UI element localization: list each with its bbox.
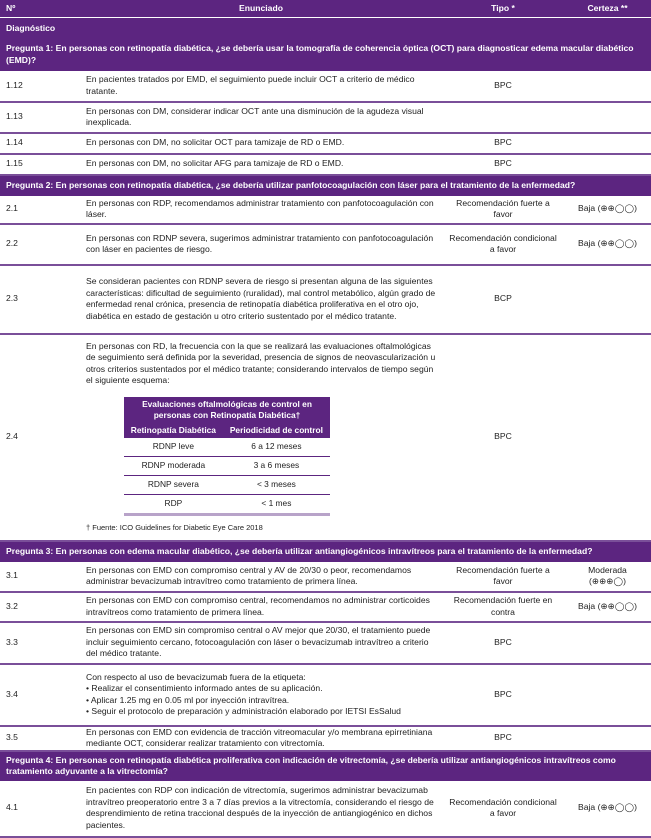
header-no: Nº xyxy=(0,0,80,18)
subtable-interval: 3 a 6 meses xyxy=(223,456,330,475)
subtable-title: Evaluaciones oftalmológicas de control en personas con Retinopatía Diabética† xyxy=(124,397,330,423)
bullet-item: • Seguir el protocolo de preparación y administración elaborado por IETSI EsSalud xyxy=(86,706,401,716)
row-statement: En personas con RDNP severa, sugerimos administrar tratamiento con panfotocoagulación con láser en pacientes de riesgo. xyxy=(80,224,442,265)
subtable-col2: Periodicidad de control xyxy=(223,423,330,438)
row-number: 1.13 xyxy=(0,102,80,133)
row-certainty xyxy=(564,622,651,664)
row-certainty: Baja (⊕⊕◯◯) xyxy=(564,196,651,224)
subtable-stage: RDP xyxy=(124,494,223,514)
row-statement: En personas con EMD con compromiso central y AV de 20/30 o peor, recomendamos administrar bevacizumab intravítreo como tratamiento de primera línea. xyxy=(80,562,442,592)
table-row xyxy=(0,622,651,664)
table-row xyxy=(0,781,651,837)
row-certainty xyxy=(564,133,651,154)
subtable-col1: Retinopatía Diabética xyxy=(124,423,223,438)
table-row xyxy=(0,102,651,133)
row-certainty xyxy=(564,265,651,334)
row-type xyxy=(442,102,564,133)
table-row xyxy=(0,71,651,102)
row-statement: Se consideran pacientes con RDNP severa de riesgo si presentan alguna de las siguientes características: dificultad de seguimiento (ruralidad), mal control metabólico, algún grado de enfermedad renal crónica, presencia de retinopatía diabética proliferativa en el otro ojo, diabética en estado de gestación u otro criterio sustentado por el médico tratante. xyxy=(80,265,442,334)
row-type: Recomendación fuerte en contra xyxy=(442,592,564,622)
header-tipo: Tipo * xyxy=(442,0,564,18)
subtable-interval: < 3 meses xyxy=(223,475,330,494)
table-row xyxy=(0,592,651,622)
row-number: 4.1 xyxy=(0,781,80,837)
row-number: 3.4 xyxy=(0,664,80,726)
table-row xyxy=(0,562,651,592)
row-certainty xyxy=(564,664,651,726)
row-statement: En personas con RDP, recomendamos administrar tratamiento con panfotocoagulación con láser. xyxy=(80,196,442,224)
subtable-row xyxy=(124,438,330,457)
row-statement: En personas con DM, considerar indicar OCT ante una disminución de la agudeza visual inexplicada. xyxy=(80,102,442,133)
row-number: 3.2 xyxy=(0,592,80,622)
bullet-item: • Aplicar 1.25 mg en 0.05 ml por inyección intravítrea. xyxy=(86,694,290,705)
row-statement: En pacientes con RDP con indicación de vitrectomía, sugerimos administrar bevacizumab intravítreo preoperatorio entre 3 a 7 días previos a la vitrectomía, considerando el riesgo de desprendimiento de retina traccional después de la inyección de antiangiogénico en dichos pacientes. xyxy=(80,781,442,837)
section-title: Diagnóstico xyxy=(0,18,651,39)
section-title: Pregunta 4: En personas con retinopatía diabética proliferativa con indicación de vitrectomía, ¿se debería utilizar antiangiogénicos intravítreos como tratamiento adyuvante a la vitrectomía? xyxy=(0,751,651,781)
row-certainty xyxy=(564,71,651,102)
row-statement xyxy=(80,664,442,726)
row-type: Recomendación condicional a favor xyxy=(442,781,564,837)
table-row xyxy=(0,664,651,726)
row-number: 2.3 xyxy=(0,265,80,334)
table-row xyxy=(0,133,651,154)
control-intervals-table xyxy=(124,397,330,516)
row-type: BPC xyxy=(442,154,564,175)
table-row xyxy=(0,224,651,265)
row-type: BPC xyxy=(442,334,564,541)
statement-text: Con respecto al uso de bevacizumab fuera de la etiqueta: xyxy=(86,671,306,682)
table-row xyxy=(0,196,651,224)
subtable-row xyxy=(124,494,330,514)
subtable-row xyxy=(124,456,330,475)
row-number: 3.1 xyxy=(0,562,80,592)
row-certainty: Baja (⊕⊕◯◯) xyxy=(564,592,651,622)
row-type: BPC xyxy=(442,71,564,102)
row-statement: En personas con EMD con evidencia de tracción vitreomacular y/o membrana epirretiniana mediante OCT, considerar realizar tratamiento con vitrectomía. xyxy=(80,726,442,751)
section-header xyxy=(0,751,651,781)
row-certainty xyxy=(564,334,651,541)
row-certainty: Baja (⊕⊕◯◯) xyxy=(564,224,651,265)
footnote: † Fuente: ICO Guidelines for Diabetic Eye Care 2018 xyxy=(86,522,263,532)
table-row xyxy=(0,726,651,751)
statement-text: En personas con RD, la frecuencia con la que se realizará las evaluaciones oftalmológicas de seguimiento será definida por la severidad, presencia de signos de neovascularización u otros criterios sustentados por el médico tratante; considerando intervalos de tiempo según el siguiente esquema: xyxy=(86,340,436,386)
row-number: 1.14 xyxy=(0,133,80,154)
row-number: 1.15 xyxy=(0,154,80,175)
row-statement xyxy=(80,334,442,541)
row-number: 3.3 xyxy=(0,622,80,664)
row-type: Recomendación fuerte a favor xyxy=(442,562,564,592)
row-type: Recomendación condicional a favor xyxy=(442,224,564,265)
row-number: 2.4 xyxy=(0,334,80,541)
section-header xyxy=(0,541,651,562)
section-title: Pregunta 2: En personas con retinopatía diabética, ¿se debería utilizar panfotocoagulación con láser para el tratamiento de la enfermedad? xyxy=(0,175,651,196)
row-certainty: Moderada (⊕⊕⊕◯) xyxy=(564,562,651,592)
row-statement: En personas con EMD con compromiso central, recomendamos no administrar corticoides intravítreos como tratamiento de primera línea. xyxy=(80,592,442,622)
subtable-stage: RDNP leve xyxy=(124,438,223,457)
bullet-item: • Realizar el consentimiento informado antes de su aplicación. xyxy=(86,683,323,693)
row-certainty xyxy=(564,726,651,751)
row-type: BPC xyxy=(442,622,564,664)
subtable-row xyxy=(124,475,330,494)
row-number: 3.5 xyxy=(0,726,80,751)
row-certainty xyxy=(564,102,651,133)
section-title: Pregunta 3: En personas con edema macular diabético, ¿se debería utilizar antiangiogénicos intravítreos para el tratamiento de la enfermedad? xyxy=(0,541,651,562)
table-row xyxy=(0,334,651,541)
table-header xyxy=(0,0,651,18)
subtable-interval: < 1 mes xyxy=(223,494,330,514)
row-statement: En pacientes tratados por EMD, el seguimiento puede incluir OCT a criterio de médico tratante. xyxy=(80,71,442,102)
header-certeza: Certeza ** xyxy=(564,0,651,18)
row-statement: En personas con DM, no solicitar AFG para tamizaje de RD o EMD. xyxy=(80,154,442,175)
row-number: 2.1 xyxy=(0,196,80,224)
row-type: BPC xyxy=(442,726,564,751)
row-certainty xyxy=(564,154,651,175)
table-row xyxy=(0,154,651,175)
row-type: Recomendación fuerte a favor xyxy=(442,196,564,224)
row-type: BPC xyxy=(442,664,564,726)
section-title: Pregunta 1: En personas con retinopatía diabética, ¿se debería usar la tomografía de coherencia óptica (OCT) para diagnosticar edema macular diabético (EMD)? xyxy=(0,39,651,71)
section-header xyxy=(0,39,651,71)
row-type: BCP xyxy=(442,265,564,334)
section-header xyxy=(0,175,651,196)
row-number: 1.12 xyxy=(0,71,80,102)
subtable-stage: RDNP moderada xyxy=(124,456,223,475)
section-header xyxy=(0,18,651,39)
row-statement: En personas con EMD sin compromiso central o AV mejor que 20/30, el tratamiento puede incluir seguimiento cercano, fotocoagulación con láser o bevacizumab intravítreo a criterio del médico tratante. xyxy=(80,622,442,664)
row-number: 2.2 xyxy=(0,224,80,265)
row-statement: En personas con DM, no solicitar OCT para tamizaje de RD o EMD. xyxy=(80,133,442,154)
subtable-interval: 6 a 12 meses xyxy=(223,438,330,457)
header-enunciado: Enunciado xyxy=(80,0,442,18)
subtable-stage: RDNP severa xyxy=(124,475,223,494)
table-row xyxy=(0,265,651,334)
bullet-list xyxy=(86,683,436,718)
row-certainty: Baja (⊕⊕◯◯) xyxy=(564,781,651,837)
row-type: BPC xyxy=(442,133,564,154)
